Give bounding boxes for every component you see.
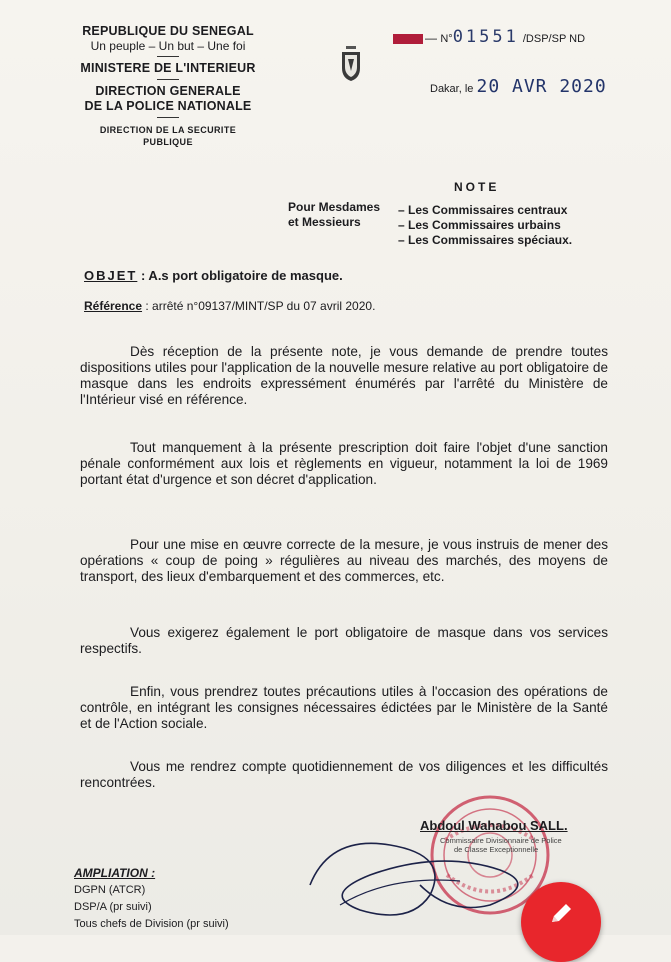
republic-name: REPUBLIQUE DU SENEGAL xyxy=(82,24,254,38)
police-emblem-icon xyxy=(340,46,362,82)
addressee-item: – Les Commissaires centraux xyxy=(398,203,568,217)
edit-button[interactable] xyxy=(521,882,601,962)
header-divider xyxy=(157,56,179,57)
addressee-item: – Les Commissaires urbains xyxy=(398,218,561,232)
addressee-item: – Les Commissaires spéciaux. xyxy=(398,233,573,247)
header-divider xyxy=(157,79,179,80)
body-paragraph: Dès réception de la présente note, je vous demande de prendre toutes dispositions utiles pour l'application de la nouvelle mesure relative au port obligatoire de masque dans les endroits expressément énumérés par l'arrêté du Ministère de l'Intérieur visé en référence. xyxy=(80,344,608,407)
reference-text: : arrêté n°09137/MINT/SP du 07 avril 2020. xyxy=(145,299,376,313)
subject-label: OBJET xyxy=(84,268,138,283)
signer-name: Abdoul Wahabou SALL. xyxy=(420,818,568,833)
sub-direction-line-1: DIRECTION DE LA SECURITE xyxy=(99,125,237,135)
reference-label: Référence xyxy=(84,299,143,313)
body-paragraph: Vous me rendrez compte quotidiennement de vos diligences et les difficultés rencontrées. xyxy=(80,759,608,790)
body-paragraph: Tout manquement à la présente prescription doit faire l'objet d'une sanction pénale conformément aux lois et règlements en vigueur, notamment la loi de 1969 portant état d'urgence et son décret d'application. xyxy=(80,440,608,487)
subject-text: : A.s port obligatoire de masque. xyxy=(140,268,343,283)
ampliation-label: AMPLIATION : xyxy=(74,866,156,880)
redaction-mark xyxy=(393,34,423,44)
signer-title: Commissaire Divisionnaire de Police de Classe Exceptionnelle xyxy=(440,836,562,854)
ministry-name: MINISTERE DE L'INTERIEUR xyxy=(80,61,256,75)
ampliation-item: DSP/A (pr suivi) xyxy=(74,901,152,913)
reference-number-value: 01551 xyxy=(452,27,519,47)
ampliation-item: DGPN (ATCR) xyxy=(74,884,146,896)
letterhead xyxy=(53,24,283,148)
body-paragraph: Pour une mise en œuvre correcte de la mesure, je vous instruis de mener des opérations « coup de poing » régulières au niveau des marchés, des moyens de transport, des lieux d'embarquement et des commerces, etc. xyxy=(80,537,608,584)
note-title: NOTE xyxy=(454,180,500,194)
addressee-intro: Pour Mesdames et Messieurs xyxy=(288,200,381,229)
header-divider xyxy=(157,117,179,118)
sub-direction-line-2: PUBLIQUE xyxy=(143,137,193,147)
reference-number: — N°01551 /DSP/SP ND xyxy=(393,27,585,47)
date-stamp-value: 20 AVR 2020 xyxy=(476,76,607,97)
subject-line xyxy=(84,268,343,283)
reference-line xyxy=(84,299,375,313)
addressee-list xyxy=(398,203,572,248)
body-paragraph: Enfin, vous prendrez toutes précautions utiles à l'occasion des opérations de contrôle, en intégrant les consignes nécessaires édictées par le Ministère de la Santé et de l'Action sociale. xyxy=(80,684,608,731)
ampliation-item: Tous chefs de Division (pr suivi) xyxy=(74,918,229,930)
direction-line-2: DE LA POLICE NATIONALE xyxy=(84,99,252,113)
national-motto: Un peuple – Un but – Une foi xyxy=(90,39,246,53)
direction-line-1: DIRECTION GENERALE xyxy=(95,84,241,98)
document-date: Dakar, le 20 AVR 2020 xyxy=(430,76,607,97)
body-paragraph: Vous exigerez également le port obligatoire de masque dans vos services respectifs. xyxy=(80,625,608,656)
